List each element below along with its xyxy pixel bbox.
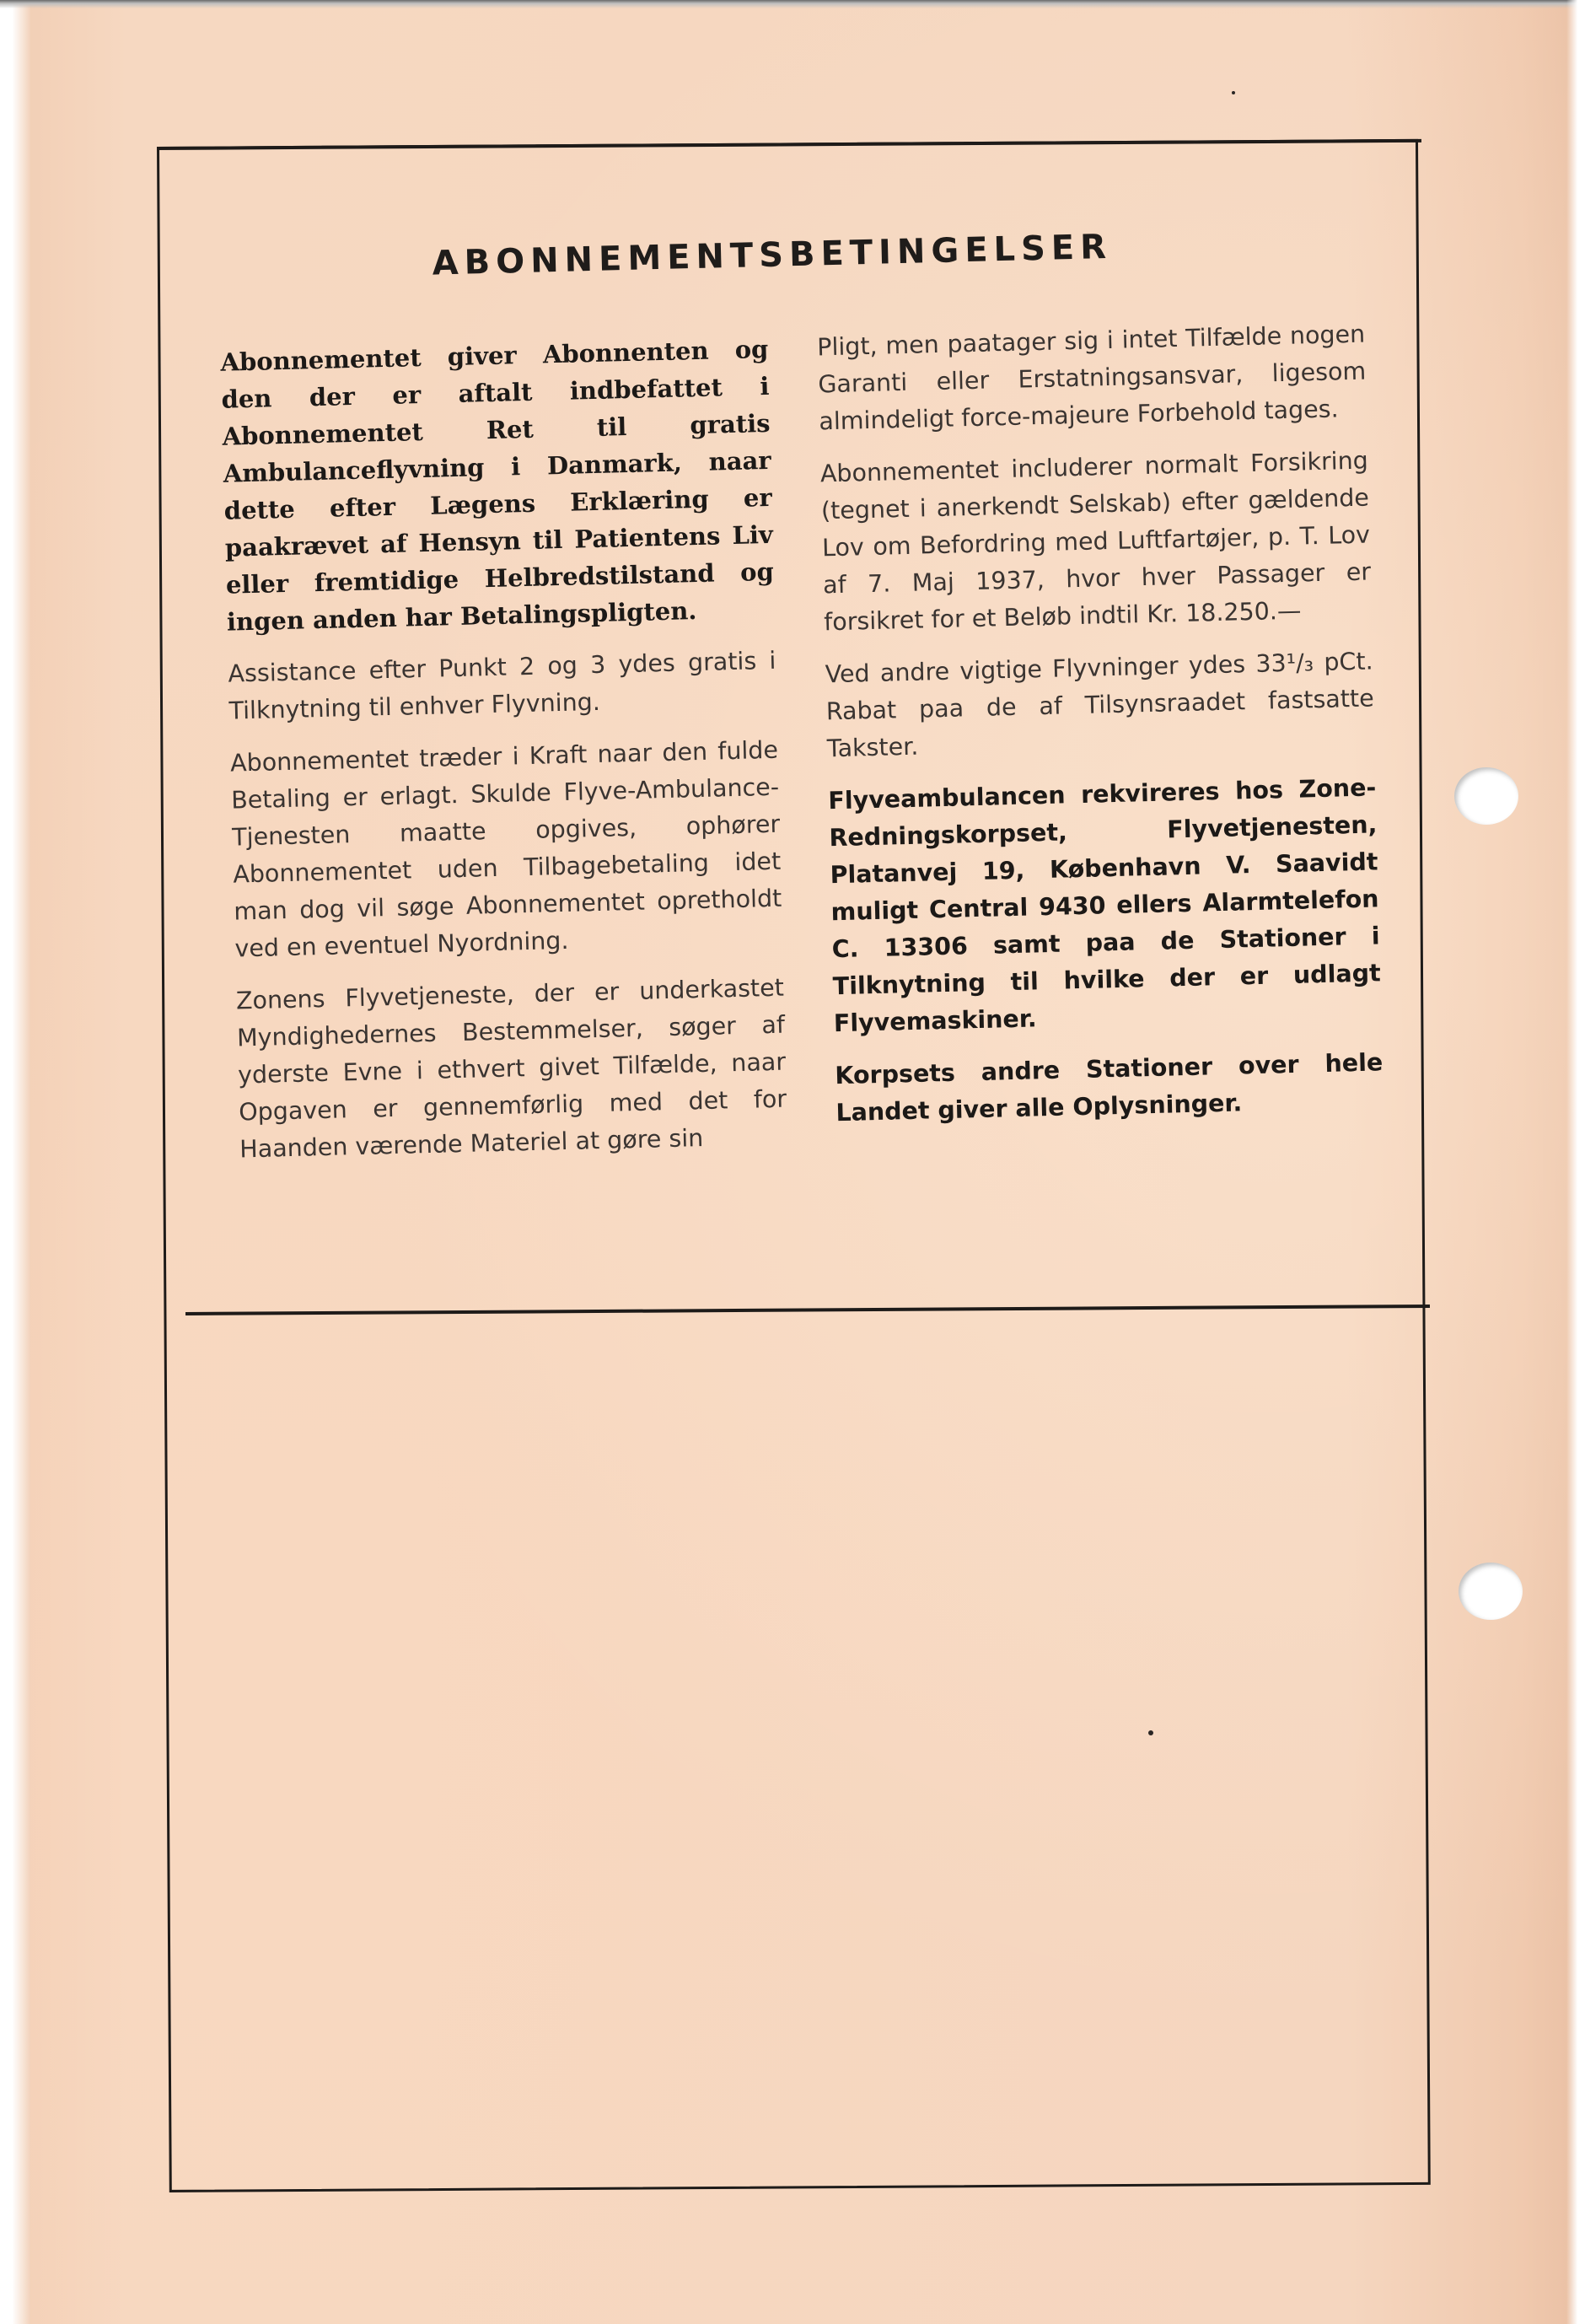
paragraph-flight-service: Zonens Flyvetjeneste, der er underkastet Myndighedernes Bestemmelser, søger af yderste Evne i ethvert givet Tilfælde, naar Opgaven er gennemførlig med det for Haanden værende Materiel at gøre sin [235,973,787,1164]
punch-hole-lower [1459,1563,1523,1620]
paragraph-liability: Pligt, men paatager sig i intet Tilfælde nogen Garanti eller Erstatningsansvar, ligesom almindeligt force-majeure Forbehold tages. [816,320,1367,436]
left-column [220,331,788,1184]
paragraph-stations: Korpsets andre Stationer over hele Landet giver alle Oplysninger. [834,1048,1384,1127]
punch-hole-upper [1454,767,1518,825]
paragraph-discount: Ved andre vigtige Flyvninger ydes 33¹/₃ pCt. Rabat paa de af Tilsynsraadet fastsatte Takster. [825,647,1375,763]
paragraph-requisition: Flyveambulancen rekvireres hos Zone-Redningskorpset, Flyvetjenesten, Platanvej 19, København V. Saavidt muligt Central 9430 ellers Alarmtelefon C. 13306 samt paa de Stationer i Tilknytning til hvilke der er udlagt Flyvemaskiner. [828,773,1382,1038]
document-title: ABONNEMENTSBETINGELSER [432,227,1113,283]
page-right-margin [1566,0,1585,2324]
page-top-edge [0,0,1585,8]
right-column [817,316,1385,1148]
page-left-margin [0,0,30,2324]
paragraph-insurance: Abonnementet includerer normalt Forsikring (tegnet i anerkendt Selskab) efter gældende Lov om Befordring med Luftfartøjer, p. T. Lov af 7. Maj 1937, hvor hver Passager er forsikret for et Beløb indtil Kr. 18.250.— [819,446,1372,637]
paragraph-commencement: Abonnementet træder i Kraft naar den fulde Betaling er erlagt. Skulde Flyve-Ambulance-Tjenesten maatte opgives, ophører Abonnementet uden Tilbagebetaling idet man dog vil søge Abonnementet opretholdt ved en eventuel Nyordning. [229,735,782,963]
ink-speck [1232,91,1235,94]
paragraph-rights: Abonnementet giver Abonnenten og den der er aftalt indbefattet i Abonnementet Ret til gratis Ambulanceflyvning i Danmark, naar dette efter Lægens Erklæring er paakrævet af Hensyn til Patientens Liv eller fremtidige Helbredstilstand og ingen anden har Betalingspligten. [220,334,775,637]
paragraph-assistance: Assistance efter Punkt 2 og 3 ydes gratis i Tilknytning til enhver Flyvning. [228,646,776,725]
ink-speck [1148,1730,1153,1735]
